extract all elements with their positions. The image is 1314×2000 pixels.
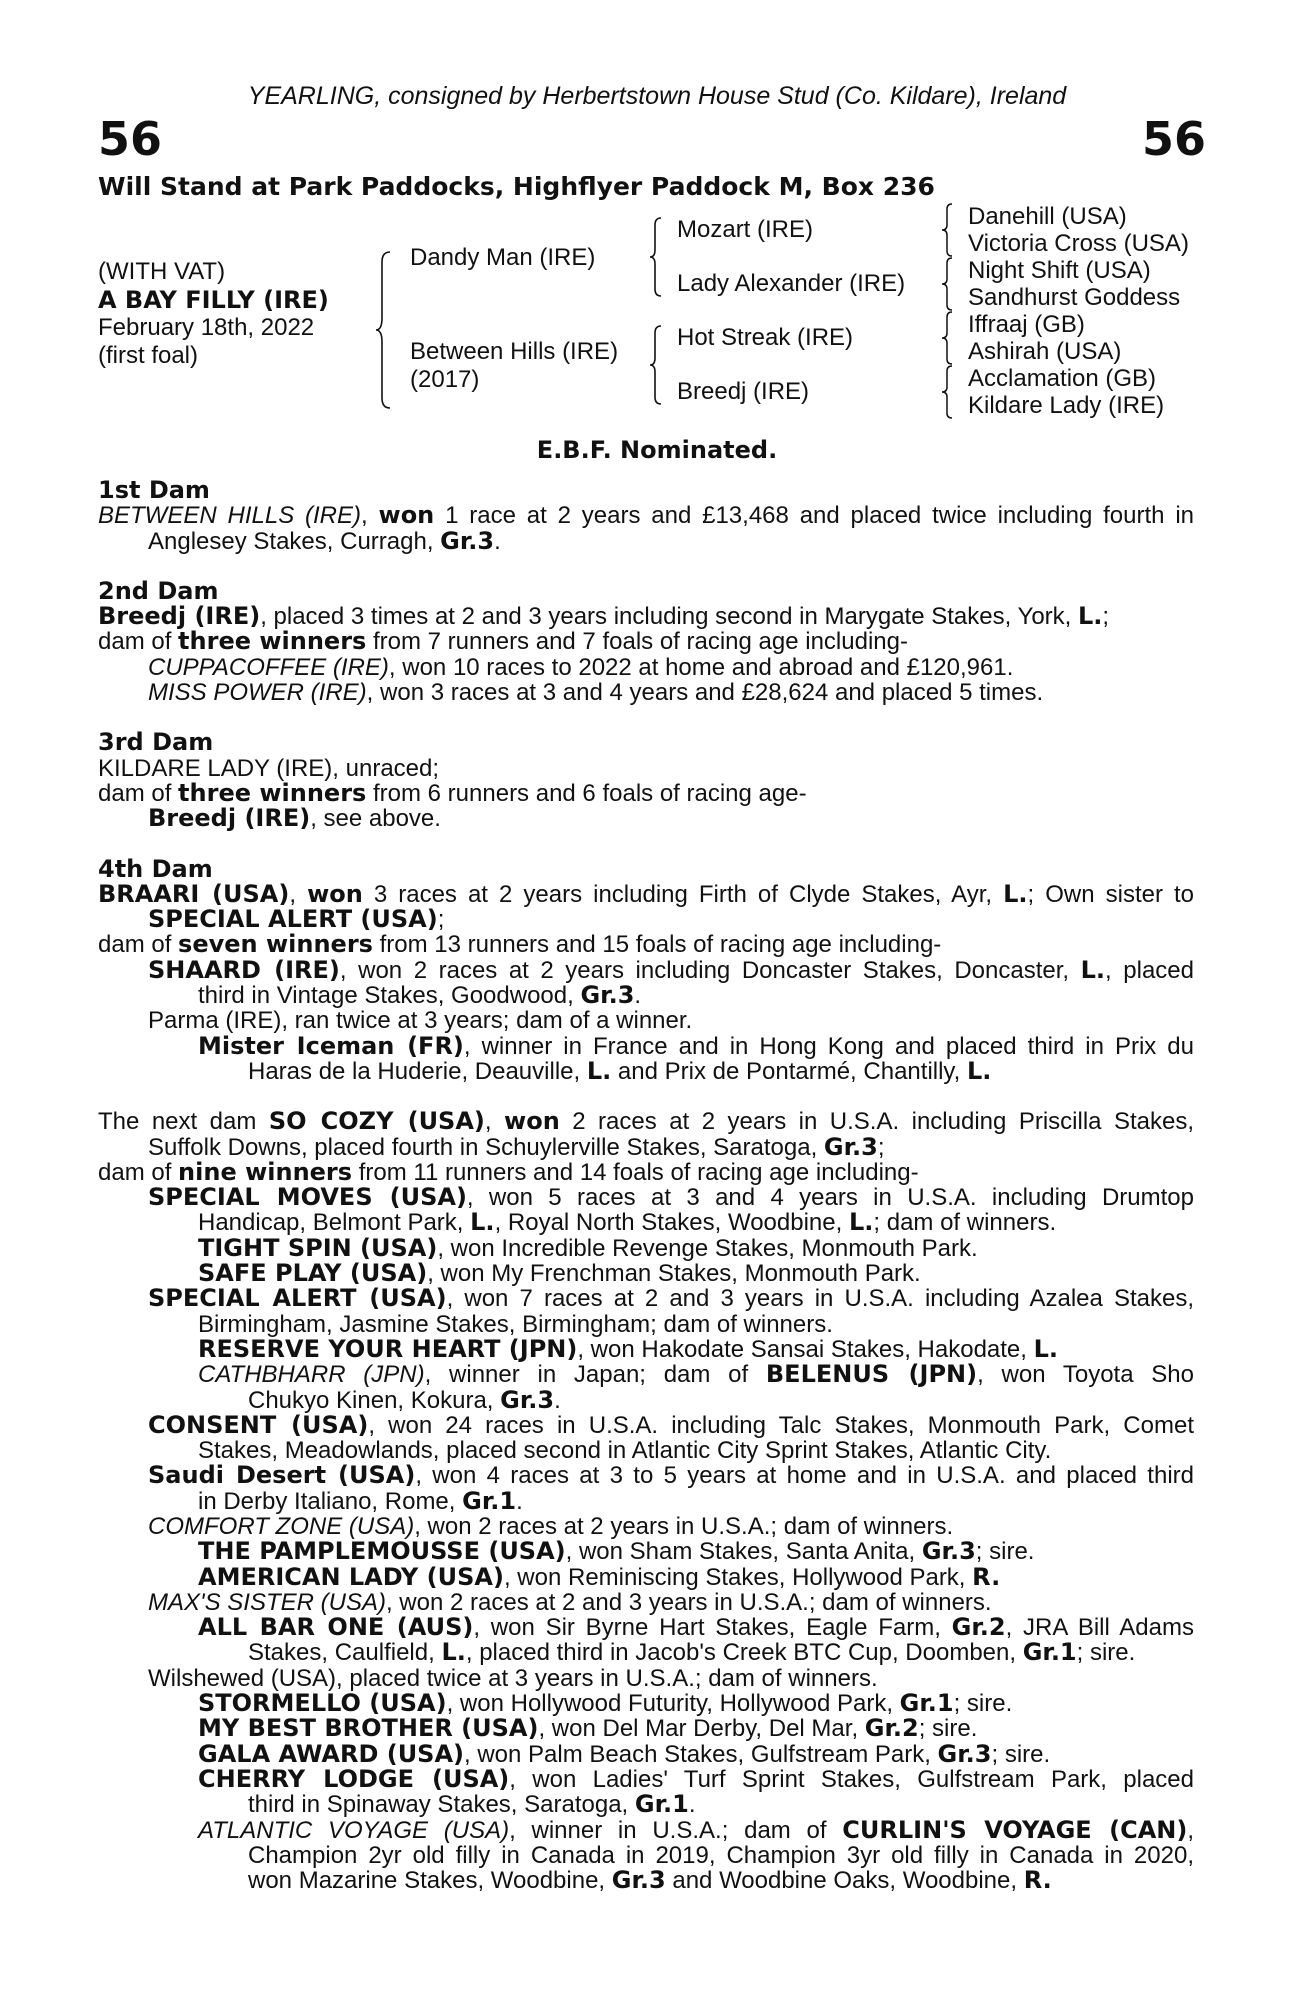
- d5-line-20: MAX'S SISTER (USA), won 2 races at 2 and 3 years in U.S.A.; dam of winners.: [148, 1588, 992, 1616]
- ggs-kildare-lady: Kildare Lady (IRE): [968, 392, 1165, 419]
- d5-line-23: Wilshewed (USA), placed twice at 3 years in U.S.A.; dam of winners.: [148, 1664, 878, 1692]
- ggs-night-shift: Night Shift (USA): [968, 257, 1151, 284]
- d5-line-16: in Derby Italiano, Rome, Gr.1.: [198, 1486, 523, 1515]
- d5-line-11: CATHBHARR (JPN), winner in Japan; dam of BELENUS (JPN), won Toyota Sho: [198, 1360, 1195, 1389]
- brace-ggs-1: [940, 202, 954, 258]
- d1-line-1: BETWEEN HILLS (IRE), won 1 race at 2 years and £13,468 and placed twice including fourth in: [98, 501, 1195, 530]
- granddam-breedj: Breedj (IRE): [677, 378, 810, 405]
- d5-line-13: CONSENT (USA), won 24 races in U.S.A. including Talc Stakes, Monmouth Park, Comet: [148, 1410, 1194, 1439]
- d5-line-5: Handicap, Belmont Park, L., Royal North Stakes, Woodbine, L.; dam of winners.: [198, 1208, 1057, 1237]
- d5-line-22: Stakes, Caulfield, L., placed third in Jacob's Creek BTC Cup, Doomben, Gr.1; sire.: [248, 1638, 1136, 1667]
- granddam-lady-alexander: Lady Alexander (IRE): [677, 270, 906, 297]
- d5-line-25: MY BEST BROTHER (USA), won Del Mar Derby, Del Mar, Gr.2; sire.: [198, 1714, 978, 1743]
- d4-line-6: Parma (IRE), ran twice at 3 years; dam of a winner.: [148, 1007, 693, 1035]
- d5-line-18: THE PAMPLEMOUSSE (USA), won Sham Stakes, Santa Anita, Gr.3; sire.: [198, 1537, 1035, 1566]
- d3-line-3: Breedj (IRE), see above.: [148, 804, 441, 833]
- d5-line-2: Suffolk Downs, placed fourth in Schuylerville Stakes, Saratoga, Gr.3;: [148, 1132, 885, 1161]
- ebf-nominated: E.B.F. Nominated.: [536, 436, 778, 464]
- great-grandparents: [968, 203, 1189, 419]
- d5-line-31: won Mazarine Stakes, Woodbine, Gr.3 and Woodbine Oaks, Woodbine, R.: [248, 1866, 1052, 1895]
- d2-line-2: dam of three winners from 7 runners and 7 foals of racing age including-: [98, 627, 908, 656]
- stand-location: Will Stand at Park Paddocks, Highflyer Paddock M, Box 236: [98, 172, 935, 201]
- d5-line-8: SPECIAL ALERT (USA), won 7 races at 2 and 3 years in U.S.A. including Azalea Stakes,: [148, 1284, 1194, 1313]
- d5-line-7: SAFE PLAY (USA), won My Frenchman Stakes, Monmouth Park.: [198, 1259, 921, 1288]
- ggs-ashirah: Ashirah (USA): [968, 338, 1122, 365]
- lot-number-right: 56: [1142, 112, 1207, 166]
- grandsire-mozart: Mozart (IRE): [677, 216, 814, 243]
- d1-line-2: Anglesey Stakes, Curragh, Gr.3.: [148, 526, 501, 555]
- d5-line-6: TIGHT SPIN (USA), won Incredible Revenge Stakes, Monmouth Park.: [198, 1233, 978, 1262]
- d5-line-28: third in Spinaway Stakes, Saratoga, Gr.1.: [248, 1790, 696, 1819]
- d4-line-3: dam of seven winners from 13 runners and 15 foals of racing age including-: [98, 930, 942, 959]
- d5-line-21: ALL BAR ONE (AUS), won Sir Byrne Hart Stakes, Eagle Farm, Gr.2, JRA Bill Adams: [198, 1613, 1194, 1642]
- vat-note: (WITH VAT): [98, 258, 226, 285]
- d5-line-9: Birmingham, Jasmine Stakes, Birmingham; dam of winners.: [198, 1310, 833, 1338]
- d2-line-1: Breedj (IRE), placed 3 times at 2 and 3 years including second in Marygate Stakes, York, L.;: [98, 602, 1110, 631]
- grandsire-hot-streak: Hot Streak (IRE): [677, 324, 854, 351]
- ggs-victoria-cross: Victoria Cross (USA): [968, 230, 1189, 257]
- d4-line-5: third in Vintage Stakes, Goodwood, Gr.3.: [198, 981, 642, 1010]
- d5-line-24: STORMELLO (USA), won Hollywood Futurity, Hollywood Park, Gr.1; sire.: [198, 1689, 1013, 1718]
- third-dam-heading: 3rd Dam: [98, 728, 214, 757]
- d5-line-12: Chukyo Kinen, Kokura, Gr.3.: [248, 1385, 561, 1414]
- second-dam-heading: 2nd Dam: [98, 576, 219, 605]
- d2-line-3: CUPPACOFFEE (IRE), won 10 races to 2022 at home and abroad and £120,961.: [148, 653, 1014, 681]
- d5-line-29: ATLANTIC VOYAGE (USA), winner in U.S.A.; dam of CURLIN'S VOYAGE (CAN),: [198, 1815, 1195, 1844]
- brace-ggs-3: [940, 310, 954, 366]
- fourth-dam-heading: 4th Dam: [98, 854, 213, 883]
- d5-line-26: GALA AWARD (USA), won Palm Beach Stakes, Gulfstream Park, Gr.3; sire.: [198, 1739, 1051, 1768]
- brace-sire: [648, 216, 664, 298]
- d5-line-1: The next dam SO COZY (USA), won 2 races at 2 years in U.S.A. including Priscilla Stakes,: [98, 1107, 1194, 1136]
- brace-dam: [648, 324, 664, 406]
- d3-line-1: KILDARE LADY (IRE), unraced;: [98, 754, 440, 782]
- d5-line-3: dam of nine winners from 11 runners and 14 foals of racing age including-: [98, 1157, 919, 1186]
- d5-line-19: AMERICAN LADY (USA), won Reminiscing Stakes, Hollywood Park, R.: [198, 1562, 1001, 1591]
- lot-number-left: 56: [98, 112, 163, 166]
- d5-line-14: Stakes, Meadowlands, placed second in Atlantic City Sprint Stakes, Atlantic City.: [198, 1437, 1052, 1465]
- d4-line-1: BRAARI (USA), won 3 races at 2 years including Firth of Clyde Stakes, Ayr, L.; Own sister to: [98, 879, 1194, 908]
- d5-line-17: COMFORT ZONE (USA), won 2 races at 2 years in U.S.A.; dam of winners.: [148, 1512, 954, 1540]
- brace-ggs-2: [940, 256, 954, 312]
- foal-note: (first foal): [98, 342, 199, 369]
- brace-main: [374, 250, 394, 410]
- dam: Between Hills (IRE): [410, 338, 619, 365]
- ggs-sandhurst-goddess: Sandhurst Goddess: [968, 284, 1181, 311]
- ggs-danehill: Danehill (USA): [968, 203, 1127, 230]
- brace-ggs-4: [940, 364, 954, 420]
- ggs-iffraaj: Iffraaj (GB): [968, 311, 1085, 338]
- d5-line-27: CHERRY LODGE (USA), won Ladies' Turf Sprint Stakes, Gulfstream Park, placed: [198, 1764, 1194, 1793]
- d5-line-30: Champion 2yr old filly in Canada in 2019, Champion 3yr old filly in Canada in 2020,: [248, 1841, 1194, 1869]
- d2-line-4: MISS POWER (IRE), won 3 races at 3 and 4 years and £28,624 and placed 5 times.: [148, 679, 1044, 707]
- d4-line-7: Mister Iceman (FR), winner in France and in Hong Kong and placed third in Prix du: [198, 1031, 1195, 1060]
- foaling-date: February 18th, 2022: [98, 314, 315, 341]
- d4-line-4: SHAARD (IRE), won 2 races at 2 years including Doncaster Stakes, Doncaster, L., placed: [148, 955, 1194, 984]
- dam-line-text: [98, 478, 1194, 1893]
- d4-line-2: SPECIAL ALERT (USA);: [148, 905, 445, 934]
- sire: Dandy Man (IRE): [410, 244, 596, 271]
- d4-line-8: Haras de la Huderie, Deauville, L. and Prix de Pontarmé, Chantilly, L.: [248, 1056, 992, 1085]
- ggs-acclamation: Acclamation (GB): [968, 365, 1157, 392]
- d3-line-2: dam of three winners from 6 runners and 6 foals of racing age-: [98, 778, 807, 807]
- dam-year: (2017): [410, 366, 480, 393]
- first-dam-heading: 1st Dam: [98, 476, 210, 504]
- d5-line-4: SPECIAL MOVES (USA), won 5 races at 3 and 4 years in U.S.A. including Drumtop: [148, 1183, 1194, 1212]
- d5-line-15: Saudi Desert (USA), won 4 races at 3 to 5 years at home and in U.S.A. and placed third: [148, 1461, 1194, 1490]
- consignment-line: YEARLING, consigned by Herbertstown House Stud (Co. Kildare), Ireland: [247, 82, 1067, 110]
- horse-name: A BAY FILLY (IRE): [98, 286, 329, 314]
- d5-line-10: RESERVE YOUR HEART (JPN), won Hakodate Sansai Stakes, Hakodate, L.: [198, 1334, 1059, 1363]
- horse-info: [98, 258, 329, 370]
